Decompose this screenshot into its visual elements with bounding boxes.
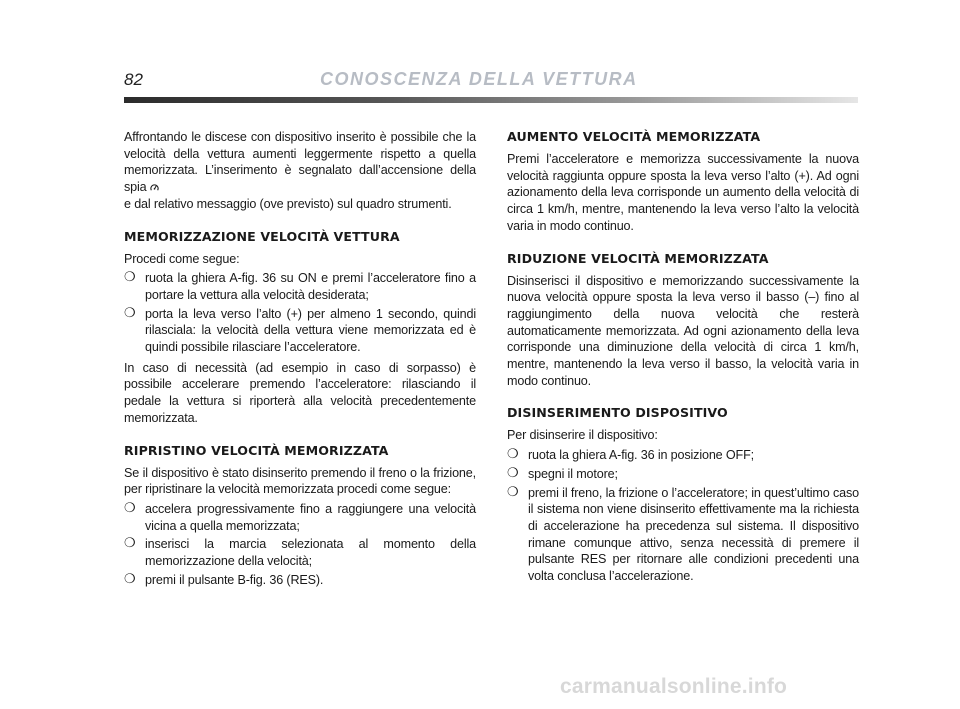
list-item-text: spegni il motore; bbox=[528, 466, 618, 481]
section2-bullet-list bbox=[124, 501, 476, 589]
list-item-text: premi il freno, la frizione o l’acceleratore; in quest’ultimo caso il sistema non viene disinserito effettivamente ma la richiesta di accelerazione ha precedenza sul sistema. Il dispositivo rimane comunque attivo, senza necessità di premere il pulsante RES per ritornare alle condizioni precedenti una volta conclusa l’accelerazione. bbox=[528, 485, 859, 584]
section1-lead: Procedi come segue: bbox=[124, 251, 240, 266]
bullet-icon: ❍ bbox=[124, 536, 136, 552]
section4-paragraph: Disinserisci il dispositivo e memorizzando successivamente la nuova velocità oppure sposta la leva verso il basso (–) fino al raggiungimento della nuova velocità che resterà automaticamente memorizzata. Ad ogni azionamento della leva corrisponde una diminuzione della velocità di circa 1 km/h, mentre, mantenendo la leva verso il basso, la velocità varia in modo continuo. bbox=[507, 273, 859, 388]
bullet-icon: ❍ bbox=[124, 500, 136, 516]
heading-aumento: AUMENTO VELOCITÀ MEMORIZZATA bbox=[507, 129, 761, 144]
page-number: 82 bbox=[124, 70, 143, 89]
intro-text: Affrontando le discese con dispositivo inserito è possibile che la velocità della vettura aumenti leggermente rispetto a quella memorizzata. L’inserimento è segnalato dall’accensione della spia bbox=[124, 130, 476, 195]
list-item-text: inserisci la marcia selezionata al momento della memorizzazione della velocità; bbox=[145, 537, 476, 569]
list-item bbox=[124, 501, 476, 534]
list-item bbox=[507, 447, 859, 464]
cruise-control-icon bbox=[150, 183, 159, 192]
left-column bbox=[124, 129, 476, 592]
section1-after-paragraph: In caso di necessità (ad esempio in caso di sorpasso) è possibile accelerare premendo l’acceleratore: rilasciando il pedale la vettura si riporterà alla velocità precedentemente memorizzata. bbox=[124, 360, 476, 425]
section5-lead: Per disinserire il dispositivo: bbox=[507, 428, 658, 443]
list-item-text: porta la leva verso l’alto (+) per almeno 1 secondo, quindi rilasciala: la velocità della vettura viene memorizzata ed è quindi possibile rilasciare l’acceleratore. bbox=[145, 306, 476, 355]
heading-riduzione: RIDUZIONE VELOCITÀ MEMORIZZATA bbox=[507, 250, 769, 266]
bullet-icon: ❍ bbox=[124, 270, 136, 286]
list-item bbox=[124, 306, 476, 356]
bullet-icon: ❍ bbox=[507, 484, 519, 500]
list-item bbox=[124, 270, 476, 303]
section2-lead: Se il dispositivo è stato disinserito premendo il freno o la frizione, per ripristinare la velocità memorizzata procedi come segue: bbox=[124, 465, 476, 497]
section5-bullet-list bbox=[507, 447, 859, 585]
watermark: carmanualsonline.info bbox=[560, 675, 788, 698]
heading-memorizzazione: MEMORIZZAZIONE VELOCITÀ VETTURA bbox=[124, 228, 400, 244]
list-item bbox=[507, 466, 859, 483]
list-item-text: accelera progressivamente fino a raggiungere una velocità vicina a quella memorizzata; bbox=[145, 501, 476, 533]
section1-bullet-list bbox=[124, 270, 476, 356]
bullet-icon: ❍ bbox=[507, 465, 519, 481]
list-item-text: ruota la ghiera A-fig. 36 su ON e premi l’acceleratore fino a portare la vettura alla velocità desiderata; bbox=[145, 271, 476, 302]
section-title: CONOSCENZA DELLA VETTURA bbox=[320, 69, 638, 89]
section3-paragraph: Premi l’acceleratore e memorizza successivamente la nuova velocità raggiunta oppure sposta la leva verso l’alto (+). Ad ogni azionamento della leva corrisponde un aumento della velocità di circa 1 km/h, mentre, mantenendo la leva verso l’alto la velocità varia in modo continuo. bbox=[507, 152, 859, 233]
list-item-text: ruota la ghiera A-fig. 36 in posizione OFF; bbox=[528, 448, 754, 463]
intro-paragraph bbox=[124, 129, 476, 213]
heading-ripristino: RIPRISTINO VELOCITÀ MEMORIZZATA bbox=[124, 442, 389, 458]
bullet-icon: ❍ bbox=[124, 571, 136, 587]
intro-text-continued: e dal relativo messaggio (ove previsto) sul quadro strumenti. bbox=[124, 196, 452, 211]
list-item bbox=[507, 485, 859, 585]
list-item bbox=[124, 536, 476, 569]
right-column bbox=[507, 129, 859, 589]
list-item bbox=[124, 572, 476, 589]
bullet-icon: ❍ bbox=[507, 447, 519, 463]
list-item-text: premi il pulsante B-fig. 36 (RES). bbox=[145, 572, 324, 587]
heading-disinserimento: DISINSERIMENTO DISPOSITIVO bbox=[507, 405, 728, 421]
header-divider bbox=[124, 97, 858, 103]
bullet-icon: ❍ bbox=[124, 305, 136, 321]
